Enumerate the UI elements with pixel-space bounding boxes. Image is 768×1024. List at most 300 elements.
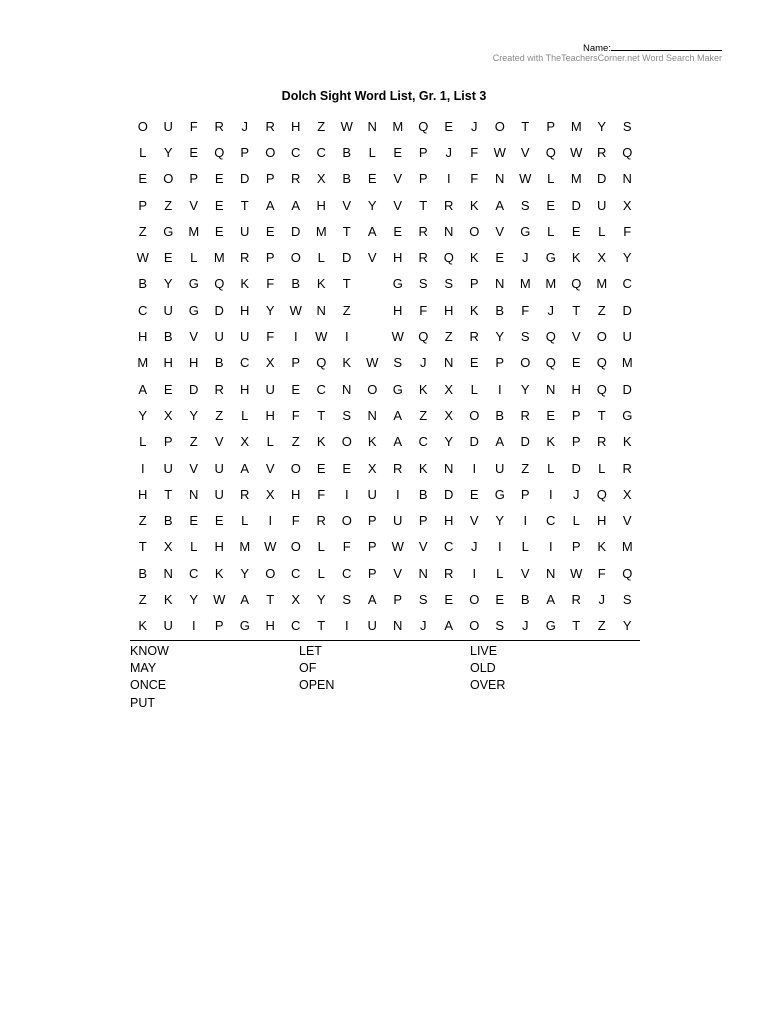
grid-letter: F [266,329,275,345]
grid-letter: V [189,460,199,476]
grid-row [130,218,640,244]
grid-letter: P [418,171,428,187]
grid-letter: Q [571,276,582,292]
grid-letter: W [366,355,379,371]
grid-letter: G [520,223,531,239]
grid-letter: M [621,539,633,555]
grid-letter: O [469,591,480,607]
grid-letter: E [214,223,224,239]
grid-letter: E [495,250,505,266]
grid-letter: O [290,539,301,555]
grid-letter: X [163,407,173,423]
grid-letter: Q [596,355,607,371]
grid-letter: R [520,407,530,423]
grid-letter: L [521,539,529,555]
grid-letter: P [571,539,581,555]
grid-letter: F [470,171,479,187]
grid-letter: X [316,171,326,187]
grid-letter: D [240,171,250,187]
grid-letter: C [240,355,250,371]
grid-letter: H [138,486,148,502]
grid-letter: E [189,513,199,529]
grid-letter: K [367,434,377,450]
grid-letter: A [495,434,505,450]
grid-letter: I [344,486,349,502]
grid-letter: V [265,460,275,476]
grid-letter: F [521,302,530,318]
grid-letter: C [342,565,352,581]
grid-letter: N [367,407,377,423]
grid-letter: S [520,329,530,345]
grid-letter: P [495,355,505,371]
grid-letter: P [571,407,581,423]
grid-letter: Y [367,197,377,213]
grid-letter: C [291,565,301,581]
grid-letter: W [570,144,583,160]
grid-letter: Z [419,407,428,423]
grid-letter: D [597,171,607,187]
grid-letter: D [571,197,581,213]
grid-letter: N [342,381,352,397]
grid-letter: K [469,250,479,266]
grid-letter: U [622,329,632,345]
grid-letter: K [316,434,326,450]
grid-letter: O [367,381,378,397]
grid-letter: V [393,171,403,187]
grid-letter: T [342,276,351,292]
grid-letter: X [597,250,607,266]
grid-letter: O [290,250,301,266]
grid-letter: L [190,539,198,555]
grid-letter: U [393,513,403,529]
grid-letter: U [265,381,275,397]
grid-letter: I [446,171,451,187]
grid-letter: V [189,197,199,213]
grid-letter: X [367,460,377,476]
grid-letter: F [266,276,275,292]
grid-letter: H [138,329,148,345]
grid-letter: Q [214,144,225,160]
grid-letter: F [189,118,198,134]
grid-letter: E [495,591,505,607]
grid-letter: R [597,434,607,450]
grid-letter: M [188,223,200,239]
grid-letter: P [240,144,250,160]
grid-letter: E [393,223,403,239]
grid-letter: G [163,223,174,239]
grid-letter: S [622,118,632,134]
grid-letter: O [341,434,352,450]
grid-letter: I [548,486,553,502]
grid-letter: I [395,486,400,502]
grid-letter: R [571,591,581,607]
grid-letter: F [470,144,479,160]
grid-letter: L [547,171,555,187]
grid-letter: D [342,250,352,266]
grid-letter: I [497,539,502,555]
grid-letter: B [342,144,352,160]
grid-letter: H [240,302,250,318]
grid-letter: Q [596,381,607,397]
grid-letter: D [469,434,479,450]
grid-letter: C [316,144,326,160]
grid-letter: O [137,118,148,134]
grid-letter: E [571,355,581,371]
grid-letter: Q [545,144,556,160]
grid-letter: Y [495,513,505,529]
grid-letter: N [393,618,403,634]
word-list-item: OVER [470,678,506,693]
grid-letter: Y [495,329,505,345]
credit-line: Created with TheTeachersCorner.net Word Search Maker [492,53,722,63]
grid-letter: S [520,197,530,213]
grid-letter: H [571,381,581,397]
grid-letter: E [571,223,581,239]
grid-letter: R [265,118,275,134]
grid-letter: W [391,329,404,345]
grid-row [130,586,640,612]
grid-letter: R [469,329,479,345]
grid-letter: H [163,355,173,371]
grid-letter: R [597,144,607,160]
grid-letter: Z [189,434,198,450]
grid-letter: O [341,513,352,529]
grid-row [130,350,640,376]
grid-letter: K [240,276,250,292]
grid-letter: M [570,171,582,187]
grid-letter: R [444,197,454,213]
grid-letter: V [520,144,530,160]
grid-letter: U [163,302,173,318]
grid-letter: M [519,276,531,292]
grid-letter: R [316,513,326,529]
grid-letter: P [469,276,479,292]
grid-letter: R [418,250,428,266]
grid-letter: P [367,539,377,555]
grid-letter: E [393,144,403,160]
grid-letter: U [214,329,224,345]
grid-letter: E [265,223,275,239]
grid-row [130,192,640,218]
grid-letter: X [622,197,632,213]
grid-letter: K [316,276,326,292]
grid-letter: H [393,302,403,318]
grid-letter: B [163,329,173,345]
grid-letter: K [622,434,632,450]
grid-letter: S [342,407,352,423]
grid-letter: G [188,276,199,292]
grid-letter: K [138,618,148,634]
grid-letter: H [265,618,275,634]
grid-letter: D [622,302,632,318]
grid-letter: H [291,486,301,502]
grid-letter: P [418,513,428,529]
grid-letter: S [444,276,454,292]
grid-letter: A [240,591,250,607]
grid-letter: O [265,144,276,160]
grid-letter: E [469,486,479,502]
grid-letter: G [622,407,633,423]
grid-letter: Z [317,118,326,134]
grid-letter: A [367,223,377,239]
grid-letter: F [623,223,632,239]
grid-row [130,402,640,428]
grid-letter: E [367,171,377,187]
grid-letter: E [444,591,454,607]
grid-letter: X [265,486,275,502]
grid-letter: B [291,276,301,292]
grid-letter: H [189,355,199,371]
grid-letter: A [444,618,454,634]
grid-letter: E [214,513,224,529]
grid-letter: W [391,539,404,555]
grid-letter: P [265,250,275,266]
grid-letter: Q [418,118,429,134]
grid-letter: F [291,513,300,529]
grid-letter: V [418,539,428,555]
grid-letter: Y [444,434,454,450]
grid-letter: Y [520,381,530,397]
grid-letter: C [622,276,632,292]
grid-letter: I [344,329,349,345]
grid-letter: U [240,329,250,345]
grid-letter: S [393,355,403,371]
grid-letter: L [317,539,325,555]
grid-letter: J [573,486,580,502]
grid-letter: V [520,565,530,581]
grid-letter: Q [622,144,633,160]
grid-letter: H [240,381,250,397]
grid-letter: M [315,223,327,239]
grid-row [130,376,640,402]
grid-letter: A [393,407,403,423]
word-list-item: LET [299,644,322,658]
grid-letter: B [418,486,428,502]
grid-letter: H [597,513,607,529]
grid-letter: O [469,407,480,423]
grid-letter: L [241,513,249,529]
word-list-item: ONCE [130,678,167,693]
grid-letter: U [597,197,607,213]
grid-letter: T [164,486,173,502]
grid-letter: X [444,381,454,397]
grid-letter: G [545,618,556,634]
grid-letter: P [291,355,301,371]
grid-letter: I [268,513,273,529]
grid-letter: Q [596,486,607,502]
grid-letter: K [342,355,352,371]
grid-letter: I [472,460,477,476]
grid-letter: O [163,171,174,187]
grid-letter: T [572,302,581,318]
word-column-2 [299,643,334,695]
grid-letter: G [239,618,250,634]
grid-letter: A [291,197,301,213]
grid-letter: E [291,381,301,397]
grid-letter: T [419,197,428,213]
grid-letter: N [622,171,632,187]
grid-letter: R [393,460,403,476]
grid-letter: N [316,302,326,318]
grid-letter: M [213,250,225,266]
grid-letter: K [546,434,556,450]
grid-letter: A [495,197,505,213]
grid-letter: F [419,302,428,318]
grid-letter: Q [214,276,225,292]
grid-row [130,429,640,455]
grid-letter: I [293,329,298,345]
grid-letter: L [190,250,198,266]
grid-letter: C [291,144,301,160]
grid-letter: L [572,513,580,529]
grid-letter: B [520,591,530,607]
grid-letter: L [139,144,147,160]
grid-letter: E [189,144,199,160]
grid-letter: Q [622,565,633,581]
grid-letter: B [495,407,505,423]
grid-letter: L [547,223,555,239]
grid-letter: B [138,565,148,581]
grid-letter: E [214,197,224,213]
grid-letter: R [444,565,454,581]
grid-letter: P [367,513,377,529]
word-list [130,643,640,715]
grid-letter: R [291,171,301,187]
grid-letter: F [291,407,300,423]
grid-letter: K [163,591,173,607]
grid-letter: N [546,565,556,581]
grid-letter: U [240,223,250,239]
grid-letter: L [139,434,147,450]
grid-letter: P [393,591,403,607]
grid-letter: D [189,381,199,397]
grid-letter: X [622,486,632,502]
grid-letter: V [342,197,352,213]
grid-letter: Y [597,118,607,134]
grid-letter: M [596,276,608,292]
grid-letter: Q [545,355,556,371]
grid-letter: Z [597,302,606,318]
grid-letter: P [214,618,224,634]
grid-letter: L [368,144,376,160]
grid-letter: J [420,355,427,371]
grid-letter: T [597,407,606,423]
grid-letter: W [213,591,226,607]
grid-letter: Z [521,460,530,476]
grid-letter: C [546,513,556,529]
word-column-1 [130,643,169,712]
word-list-item: OLD [470,661,496,676]
grid-letter: I [344,618,349,634]
grid-letter: R [214,381,224,397]
grid-letter: N [189,486,199,502]
grid-letter: Q [418,329,429,345]
word-list-item: MAY [130,661,157,676]
grid-letter: Y [138,407,148,423]
grid-letter: F [317,486,326,502]
grid-letter: E [469,355,479,371]
grid-letter: U [163,460,173,476]
grid-letter: U [214,460,224,476]
grid-letter: U [495,460,505,476]
grid-letter: V [393,197,403,213]
grid-letter: P [546,118,556,134]
grid-letter: U [163,618,173,634]
grid-letter: L [470,381,478,397]
grid-letter: A [265,197,275,213]
grid-letter: Q [545,329,556,345]
grid-letter: N [444,223,454,239]
grid-letter: T [317,618,326,634]
word-list-item: KNOW [130,644,169,658]
letter-grid [130,113,640,639]
grid-letter: V [214,434,224,450]
grid-letter: N [418,565,428,581]
grid-letter: P [418,144,428,160]
grid-letter: H [214,539,224,555]
grid-letter: O [469,618,480,634]
grid-letter: T [266,591,275,607]
grid-letter: R [240,250,250,266]
grid-letter: L [598,460,606,476]
grid-row [130,534,640,560]
grid-letter: A [546,591,556,607]
grid-letter: F [597,565,606,581]
grid-letter: M [621,355,633,371]
grid-letter: F [342,539,351,555]
grid-letter: W [136,250,149,266]
grid-letter: I [548,539,553,555]
grid-letter: L [547,460,555,476]
grid-letter: S [342,591,352,607]
grid-letter: Z [138,591,147,607]
grid-letter: J [522,618,529,634]
grid-letter: X [291,591,301,607]
grid-letter: K [571,250,581,266]
grid-letter: E [163,250,173,266]
grid-letter: J [241,118,248,134]
grid-letter: G [188,302,199,318]
grid-letter: V [189,329,199,345]
grid-letter: U [163,118,173,134]
grid-letter: U [214,486,224,502]
grid-letter: L [266,434,274,450]
word-list-item: LIVE [470,644,498,658]
grid-letter: W [289,302,302,318]
grid-letter: C [316,381,326,397]
grid-letter: R [240,486,250,502]
grid-letter: I [523,513,528,529]
grid-letter: Z [138,223,147,239]
grid-letter: P [189,171,199,187]
grid-letter: G [392,276,403,292]
grid-letter: L [317,250,325,266]
grid-letter: R [418,223,428,239]
grid-letter: L [598,223,606,239]
grid-letter: L [496,565,504,581]
grid-letter: J [522,250,529,266]
grid-row [130,507,640,533]
grid-letter: V [622,513,632,529]
grid-letter: V [393,565,403,581]
grid-letter: X [444,407,454,423]
grid-letter: K [418,460,428,476]
grid-letter: L [241,407,249,423]
grid-letter: J [471,539,478,555]
grid-letter: P [367,565,377,581]
grid-letter: Z [342,302,351,318]
grid-letter: N [367,118,377,134]
